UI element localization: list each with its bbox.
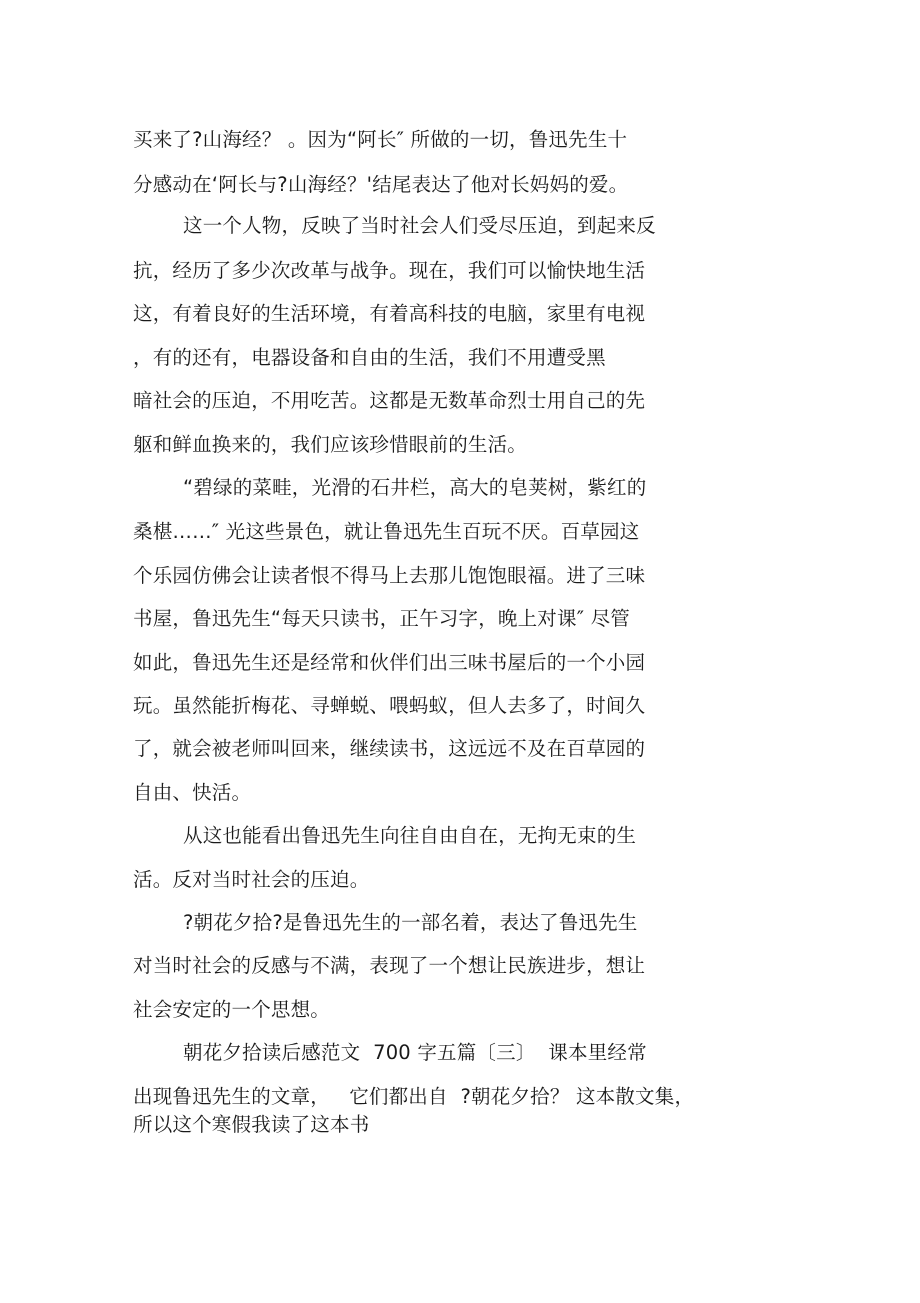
- text-line: 出现鲁迅先生的文章， 它们都出自 ?朝花夕拾？ 这本散文集，: [133, 1085, 695, 1108]
- text-line: 活。反对当时社会的压迫。: [133, 868, 370, 891]
- text-line: 玩。虽然能折梅花、寻蝉蜕、喂蚂蚁，但人去多了，时间久: [133, 694, 646, 717]
- text-line: 所以这个寒假我读了这本书: [133, 1113, 370, 1136]
- paragraph-start-line: “碧绿的菜畦，光滑的石井栏，高大的皂荚树，紫红的: [183, 476, 647, 499]
- paragraph-start-line: ?朝花夕拾?是鲁迅先生的一部名着，表达了鲁迅先生: [183, 911, 638, 934]
- text-line: 如此，鲁迅先生还是经常和伙伴们出三味书屋后的一个小园: [133, 651, 646, 674]
- text-line: 自由、快活。: [133, 781, 252, 804]
- text-line: 社会安定的一个思想。: [133, 998, 331, 1021]
- text-line: 分感动在‘阿长与?山海经？'结尾表达了他对长妈妈的爱。: [133, 173, 629, 196]
- text-line: 躯和鲜血换来的，我们应该珍惜眼前的生活。: [133, 433, 528, 456]
- text-line: ，有的还有，电器设备和自由的生活，我们不用遭受黑: [133, 346, 606, 369]
- text-line: 桑椹……″ 光这些景色，就让鲁迅先生百玩不厌。百草园这: [133, 520, 640, 543]
- text-line: 了，就会被老师叫回来，继续读书，这远远不及在百草园的: [133, 737, 646, 760]
- section-heading-line: 朝花夕拾读后感范文 700 字五篇〔三〕 课本里经常: [183, 1041, 647, 1064]
- text-line: 书屋，鲁迅先生“每天只读书，正午习字，晚上对课″ 尽管: [133, 607, 630, 630]
- text-line: 这，有着良好的生活环境，有着高科技的电脑，家里有电视: [133, 302, 646, 325]
- text-line: 抗，经历了多少次改革与战争。现在，我们可以愉快地生活: [133, 259, 646, 282]
- paragraph-start-line: 这一个人物，反映了当时社会人们受尽压迫，到起来反: [183, 214, 656, 237]
- text-line: 个乐园仿佛会让读者恨不得马上去那儿饱饱眼福。进了三味: [133, 564, 646, 587]
- text-line: 暗社会的压迫，不用吃苦。这都是无数革命烈士用自己的先: [133, 389, 646, 412]
- text-line: 对当时社会的反感与不满，表现了一个想让民族进步，想让: [133, 954, 646, 977]
- text-line: 买来了?山海经？ 。因为“阿长″ 所做的一切，鲁迅先生十: [133, 128, 628, 151]
- paragraph-start-line: 从这也能看出鲁迅先生向往自由自在，无拘无束的生: [183, 824, 637, 847]
